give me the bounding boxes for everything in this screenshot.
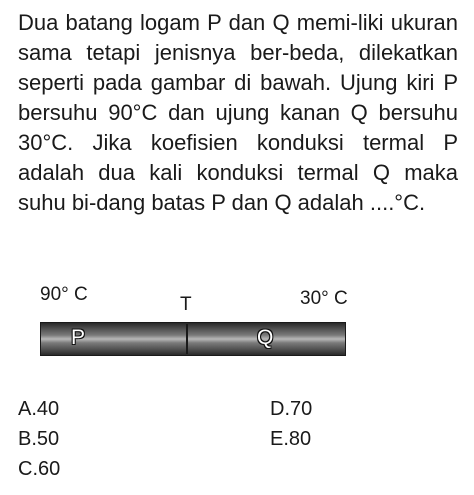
metal-rod	[40, 322, 346, 356]
rod-q-label: Q	[257, 326, 274, 349]
left-temperature-label: 90° C	[40, 284, 88, 305]
rod-diagram	[0, 270, 474, 390]
rod-p-label: P	[71, 326, 86, 349]
junction-line	[186, 324, 188, 354]
option-a[interactable]: A.40	[18, 398, 60, 420]
option-c[interactable]: C.60	[18, 458, 61, 480]
question-text: Dua batang logam P dan Q memi-liki ukuran sama tetapi jenisnya ber-beda, dilekatkan seperti pada gambar di bawah. Ujung kiri P bersuhu 90°C dan ujung kanan Q bersuhu 30°C. Jika koefisien konduksi termal P adalah dua kali konduksi termal Q maka suhu bi-dang batas P dan Q adalah ....°C.	[18, 10, 458, 215]
option-d[interactable]: D.70	[270, 398, 313, 420]
option-e[interactable]: E.80	[270, 428, 312, 450]
option-b[interactable]: B.50	[18, 428, 60, 450]
right-temperature-label: 30° C	[300, 288, 348, 309]
junction-label: T	[180, 294, 192, 315]
